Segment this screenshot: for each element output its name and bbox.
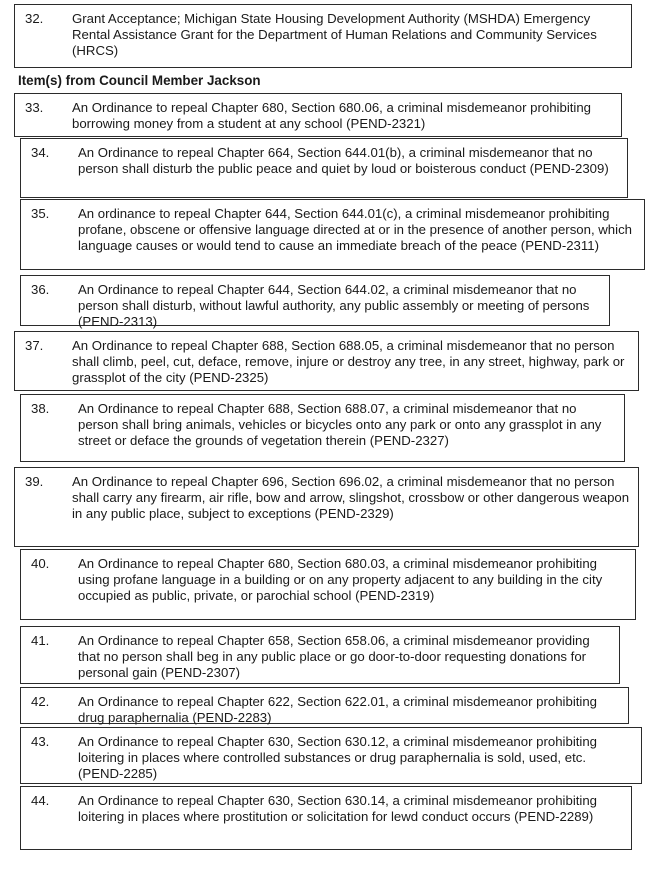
item-text: An Ordinance to repeal Chapter 696, Section 696.02, a criminal misdemeanor that no person shall carry any firearm, air rifle, bow and arrow, slingshot, crossbow or other dangerous weapon in any public place, subject to exceptions (PEND-2329) (72, 474, 630, 521)
item-number: 32. (25, 11, 44, 26)
item-text: An ordinance to repeal Chapter 644, Section 644.01(c), a criminal misdemeanor prohibiting profane, obscene or offensive language directed at or in the presence of another person, which language causes or would tend to cause an immediate breach of the peace (PEND-2311) (78, 206, 632, 253)
agenda-item-33 (14, 93, 622, 137)
agenda-item-41 (20, 626, 620, 684)
agenda-item-34 (20, 138, 628, 198)
agenda-item-37 (14, 331, 639, 391)
agenda-item-43 (20, 727, 642, 784)
item-text: An Ordinance to repeal Chapter 622, Section 622.01, a criminal misdemeanor prohibiting drug paraphernalia (PEND-2283) (78, 694, 598, 725)
item-number: 42. (31, 694, 50, 709)
item-text: An Ordinance to repeal Chapter 688, Section 688.05, a criminal misdemeanor that no person shall climb, peel, cut, deface, remove, injure or destroy any tree, in any street, highway, park or grassplot of the city (PEND-2325) (72, 338, 625, 385)
item-number: 44. (31, 793, 50, 808)
item-text: An Ordinance to repeal Chapter 664, Section 644.01(b), a criminal misdemeanor that no person shall disturb the public peace and quiet by loud or boisterous conduct (PEND-2309) (78, 145, 609, 176)
item-text: An Ordinance to repeal Chapter 630, Section 630.12, a criminal misdemeanor prohibiting loitering in places where controlled substances or drug paraphernalia is sold, used, etc. (PEND-2285) (78, 734, 598, 781)
item-text: An Ordinance to repeal Chapter 630, Section 630.14, a criminal misdemeanor prohibiting loitering in places where prostitution or solicitation for lewd conduct occurs (PEND-2289) (78, 793, 598, 824)
agenda-item-35 (20, 199, 645, 270)
item-text: An Ordinance to repeal Chapter 688, Section 688.07, a criminal misdemeanor that no person shall bring animals, vehicles or bicycles onto any park or onto any grassplot in any street or deface the grounds of vegetation therein (PEND-2327) (78, 401, 602, 448)
item-number: 39. (25, 474, 44, 489)
agenda-item-39 (14, 467, 639, 547)
item-text: Grant Acceptance; Michigan State Housing Development Authority (MSHDA) Emergency Rental Assistance Grant for the Department of Human Relations and Community Services (HRCS) (72, 11, 597, 58)
item-number: 36. (31, 282, 50, 297)
item-number: 43. (31, 734, 50, 749)
agenda-item-42 (20, 687, 629, 724)
item-number: 33. (25, 100, 44, 115)
item-text: An Ordinance to repeal Chapter 680, Section 680.03, a criminal misdemeanor prohibiting using profane language in a building or on any property adjacent to any building in the city occupied as public, private, or parochial school (PEND-2319) (78, 556, 603, 603)
item-number: 38. (31, 401, 50, 416)
agenda-item-38 (20, 394, 625, 462)
agenda-item-40 (20, 549, 636, 620)
section-heading: Item(s) from Council Member Jackson (18, 73, 261, 88)
agenda-item-44 (20, 786, 632, 850)
item-number: 37. (25, 338, 44, 353)
item-number: 34. (31, 145, 50, 160)
agenda-item-32 (14, 4, 632, 68)
item-text: An Ordinance to repeal Chapter 644, Section 644.02, a criminal misdemeanor that no person shall disturb, without lawful authority, any public assembly or meeting of persons (PEND-2313) (78, 282, 590, 329)
item-text: An Ordinance to repeal Chapter 658, Section 658.06, a criminal misdemeanor providing that no person shall beg in any public place or go door-to-door requesting donations for personal gain (PEND-2307) (78, 633, 590, 680)
item-number: 41. (31, 633, 50, 648)
item-text: An Ordinance to repeal Chapter 680, Section 680.06, a criminal misdemeanor prohibiting borrowing money from a student at any school (PEND-2321) (72, 100, 592, 131)
item-number: 40. (31, 556, 50, 571)
agenda-item-36 (20, 275, 610, 329)
item-number: 35. (31, 206, 50, 221)
